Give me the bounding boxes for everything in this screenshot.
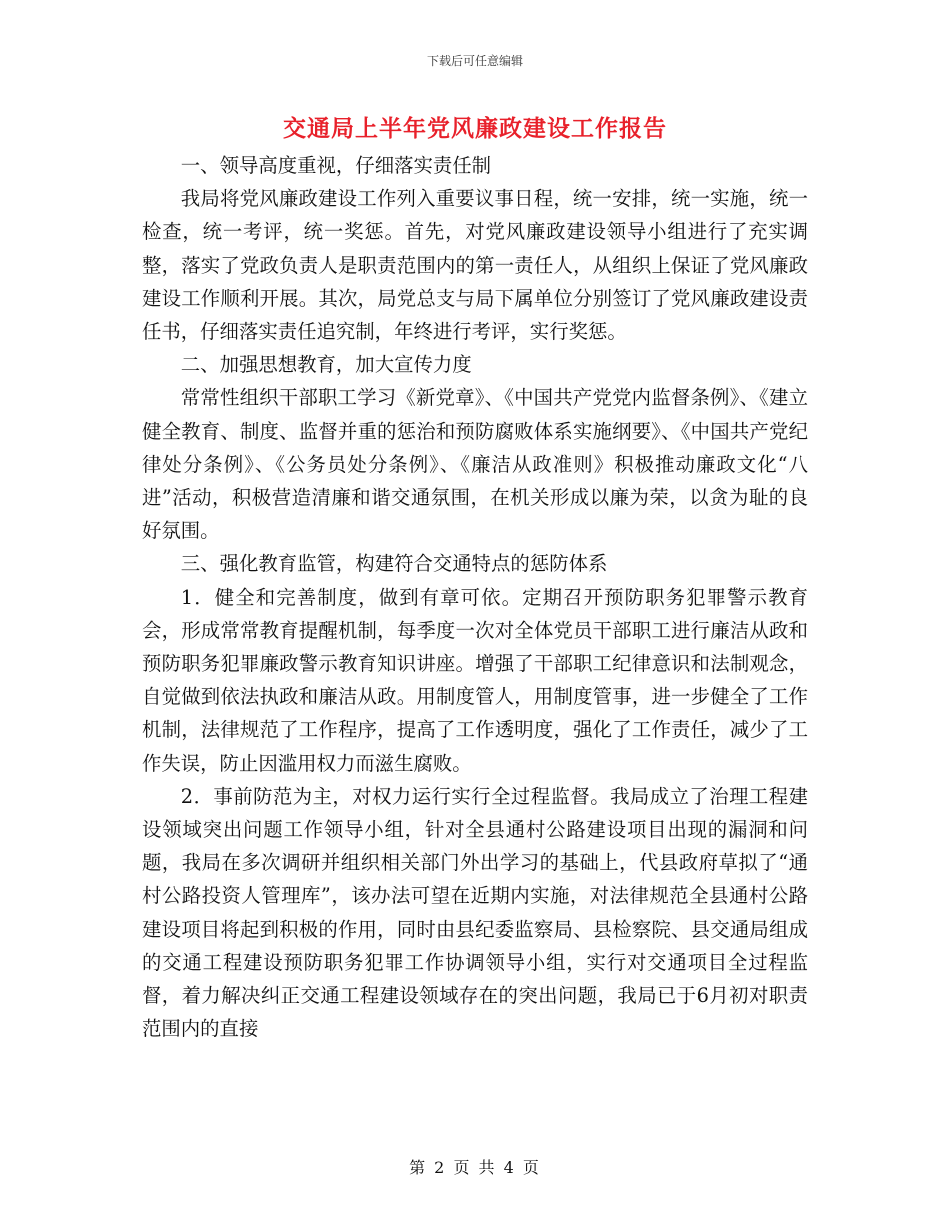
document-title: 交通局上半年党风廉政建设工作报告	[283, 115, 667, 142]
paragraph: 常常性组织干部职工学习《新党章》、《中国共产党党内监督条例》、《建立健全教育、制度、监督并重的惩治和预防腐败体系实施纲要》、《中国共产党纪律处分条例》、《公务员处分条例》、《廉洁从政准则》积极推动廉政文化“八进”活动，积极营造清廉和谐交通氛围，在机关形成以廉为荣，以贪为耻的良好氛围。	[142, 386, 808, 543]
paragraph: 2．事前防范为主，对权力运行实行全过程监督。我局成立了治理工程建设领域突出问题工作领导小组，针对全县通村公路建设项目出现的漏洞和问题，我局在多次调研并组织相关部门外出学习的基础上，代县政府草拟了“通村公路投资人管理库”，该办法可望在近期内实施，对法律规范全县通村公路建设项目将起到积极的作用，同时由县纪委监察局、县检察院、县交通局组成的交通工程建设预防职务犯罪工作协调领导小组，实行对交通项目全过程监督，着力解决纠正交通工程建设领域存在的突出问题，我局已于6月初对职责范围内的直接	[142, 784, 808, 1041]
document-body	[142, 149, 808, 1045]
header-note: 下载后可任意编辑	[426, 54, 523, 68]
page-number: 第 2 页 共 4 页	[409, 1158, 541, 1177]
section-heading-1: 一、领导高度重视，仔细落实责任制	[180, 154, 492, 177]
paragraph: 我局将党风廉政建设工作列入重要议事日程，统一安排，统一实施，统一检查，统一考评，统一奖惩。首先，对党风廉政建设领导小组进行了充实调整，落实了党政负责人是职责范围内的第一责任人，从组织上保证了党风廉政建设工作顺利开展。其次，局党总支与局下属单位分别签订了党风廉政建设责任书，仔细落实责任追究制，年终进行考评，实行奖惩。	[142, 187, 808, 344]
section-heading-2: 二、加强思想教育，加大宣传力度	[180, 353, 472, 377]
paragraph: 1．健全和完善制度，做到有章可依。定期召开预防职务犯罪警示教育会，形成常常教育提醒机制，每季度一次对全体党员干部职工进行廉洁从政和预防职务犯罪廉政警示教育知识讲座。增强了干部职工纪律意识和法制观念，自觉做到依法执政和廉洁从政。用制度管人，用制度管事，进一步健全了工作机制，法律规范了工作程序，提高了工作透明度，强化了工作责任，减少了工作失误，防止因滥用权力而滋生腐败。	[142, 585, 808, 775]
section-heading-3: 三、强化教育监管，构建符合交通特点的惩防体系	[180, 552, 608, 576]
